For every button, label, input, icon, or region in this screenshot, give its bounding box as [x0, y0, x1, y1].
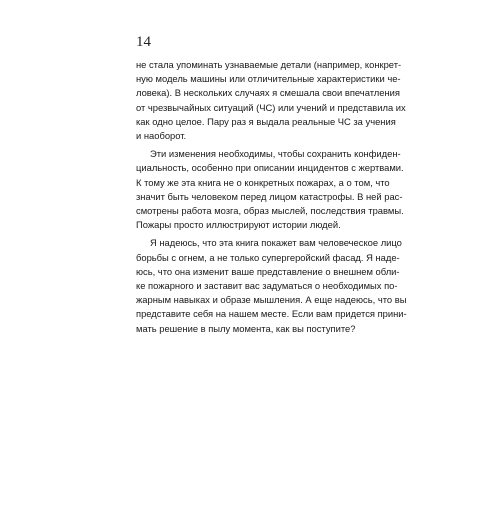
page-number: 14 [136, 34, 151, 50]
text-line: ловека). В нескольких случаях я смешала свои впечатления [136, 87, 400, 99]
text-line: юсь, что она изменит ваше представление о внешнем обли- [136, 265, 400, 277]
text-line: борьбы с огнем, а не только супергеройский фасад. Я наде- [136, 251, 400, 263]
paragraph-1 [136, 58, 406, 143]
paragraph-2 [136, 147, 404, 232]
text-line: Эти изменения необходимы, чтобы сохранить конфиден- [150, 148, 401, 160]
text-line: как одно целое. Пару раз я выдала реальные ЧС за учения [136, 115, 396, 127]
text-line: жарным навыках и образе мышления. А еще надеюсь, что вы [136, 294, 407, 306]
text-line: К тому же эта книга не о конкретных пожарах, а о том, что [136, 176, 390, 188]
text-line: ную модель машины или отличительные характеристики че- [136, 73, 401, 85]
text-line: и наоборот. [136, 130, 187, 142]
text-body [136, 58, 407, 340]
text-line: значит быть человеком перед лицом катастрофы. В ней рас- [136, 190, 403, 202]
text-line: Пожары просто иллюстрируют истории людей. [136, 219, 341, 231]
text-line: не стала упоминать узнаваемые детали (например, конкрет- [136, 59, 402, 70]
text-line: Я надеюсь, что эта книга покажет вам человеческое лицо [150, 237, 402, 249]
text-line: смотрены работа мозга, образ мыслей, последствия травмы. [136, 205, 404, 217]
text-line: представите себя на нашем месте. Если вам придется прини- [136, 308, 407, 320]
text-line: циальность, особенно при описании инцидентов с жертвами. [136, 162, 404, 174]
text-line: ке пожарного и заставит вас задуматься о необходимых по- [136, 280, 398, 292]
text-line: от чрезвычайных ситуаций (ЧС) или учений и представила их [136, 101, 406, 113]
text-line: мать решение в пылу момента, как вы поступите? [136, 322, 356, 334]
paragraph-3 [136, 236, 407, 335]
